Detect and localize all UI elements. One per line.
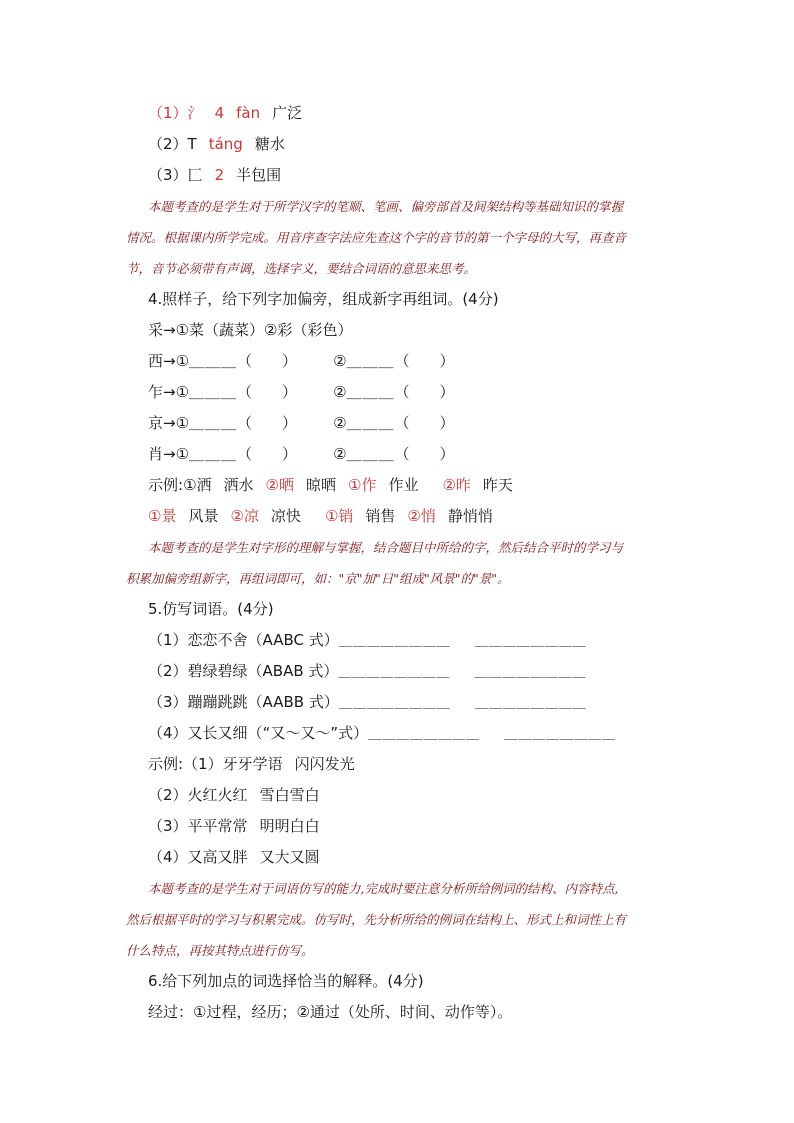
answer-word: 明明白白 — [259, 817, 320, 835]
answer-word: 晾晒 — [305, 476, 336, 494]
analysis-note-5-line-1: 本题考查的是学生对于词语仿写的能力,完成时要注意分析所给例词的结构、内容特点, — [148, 881, 619, 896]
word-paren[interactable]: （ ） — [394, 383, 455, 401]
word-paren[interactable]: （ ） — [394, 352, 455, 370]
question-5-answer-4 — [148, 842, 688, 873]
answer-word: 牙牙学语 — [222, 755, 283, 773]
answer-word: 平平常常 — [187, 817, 248, 835]
answer-word: 凉快 — [270, 507, 301, 525]
word-paren[interactable]: （ ） — [237, 383, 298, 401]
word-paren[interactable]: （ ） — [237, 352, 298, 370]
item-number: ② — [333, 445, 347, 463]
item-number: （2） — [148, 135, 188, 153]
base-char: 京→① — [148, 414, 190, 432]
question-4-row-2 — [148, 377, 688, 408]
analysis-note-5-line-3: 什么特点，再按其特点进行仿写。 — [126, 943, 314, 958]
word-paren[interactable]: （ ） — [394, 445, 455, 463]
question-6-definition: 经过：①过程，经历；②通过（处所、时间、动作等）。 — [148, 1003, 513, 1021]
answer-char: ②凉 — [230, 507, 259, 525]
question-5-row-4 — [148, 718, 688, 749]
answer-blank[interactable]: ＿＿＿ — [189, 352, 238, 370]
answer-3-1 — [148, 98, 688, 129]
prompt-label: （2）碧绿碧绿（ABAB 式） — [148, 662, 339, 680]
question-4-answer-1 — [148, 470, 688, 501]
question-4-row-4 — [148, 439, 688, 470]
question-4-row-3 — [148, 408, 688, 439]
item-number: （4） — [148, 848, 188, 866]
answer-word: 火红火红 — [187, 786, 248, 804]
answer-char: ②昨 — [442, 476, 471, 494]
analysis-note-4-line-2: 积累加偏旁组新字，再组词即可，如："京"加"日"组成"风景"的"景"。 — [126, 571, 510, 586]
question-5-answer-1 — [148, 749, 688, 780]
item-number: （3） — [148, 817, 188, 835]
prompt-label: （3）蹦蹦跳跳（AABB 式） — [148, 693, 339, 711]
answer-3-3 — [148, 160, 688, 191]
word-paren[interactable]: （ ） — [237, 445, 298, 463]
answer-blank[interactable]: ＿＿＿＿＿＿＿＿ — [338, 696, 451, 711]
answer-blank[interactable]: ＿＿＿＿＿＿＿＿ — [368, 727, 481, 742]
answer-word: 又高又胖 — [187, 848, 248, 866]
base-char: 肖→① — [148, 445, 190, 463]
item-number: （1） — [148, 104, 188, 122]
answer-blank[interactable]: ＿＿＿＿＿＿＿＿ — [504, 727, 617, 742]
answer-word: 闪闪发光 — [294, 755, 355, 773]
answer-word: 作业 — [388, 476, 419, 494]
item-number: ② — [333, 414, 347, 432]
question-4-title: 4.照样子，给下列字加偏旁，组成新字再组词。(4分) — [148, 290, 499, 308]
answer-word: 销售 — [365, 507, 396, 525]
question-5-answer-3 — [148, 811, 688, 842]
word-paren[interactable]: （ ） — [237, 414, 298, 432]
prompt-label: （1）恋恋不舍（AABC 式） — [148, 631, 339, 649]
answer-blank[interactable]: ＿＿＿ — [346, 383, 395, 401]
item-number: （3） — [148, 166, 188, 184]
question-4-answer-2 — [148, 501, 688, 532]
item-number: ② — [333, 383, 347, 401]
item-number: ② — [333, 352, 347, 370]
answer-word: 风景 — [188, 507, 219, 525]
answer-char: ①作 — [348, 476, 377, 494]
question-6-title: 6.给下列加点的词选择恰当的解释。(4分) — [148, 972, 424, 990]
analysis-note-5-line-2: 然后根据平时的学习与积累完成。仿写时，先分析所给的例词在结构上、形式上和词性上有 — [126, 912, 627, 927]
answer-blank[interactable]: ＿＿＿＿＿＿＿＿ — [474, 696, 587, 711]
word: 糖水 — [254, 135, 285, 153]
answer-blank[interactable]: ＿＿＿＿＿＿＿＿ — [338, 634, 451, 649]
answer-blank[interactable]: ＿＿＿ — [346, 445, 395, 463]
answer-blank[interactable]: ＿＿＿＿＿＿＿＿ — [474, 634, 587, 649]
answer-blank[interactable]: ＿＿＿＿＿＿＿＿ — [474, 665, 587, 680]
answer-word: 雪白雪白 — [259, 786, 320, 804]
item-number: （2） — [148, 786, 188, 804]
word: 广泛 — [272, 104, 303, 122]
answer-char: ①销 — [324, 507, 354, 525]
analysis-note-4-line-1: 本题考查的是学生对字形的理解与掌握，结合题目中所给的字，然后结合平时的学习与 — [148, 540, 624, 555]
answer-char: ②晒 — [265, 476, 294, 494]
answer-blank[interactable]: ＿＿＿ — [189, 383, 238, 401]
prompt-label: （4）又长又细（“又～又～”式） — [148, 724, 369, 742]
question-5-row-3 — [148, 687, 688, 718]
stroke-count: 4 — [214, 104, 225, 122]
radical: 氵 — [187, 104, 203, 122]
analysis-note-3-line-2: 情况。根据课内所学完成。用音序查字法应先查这个字的音节的第一个字母的大写，再查音 — [126, 230, 627, 245]
answer-word: 静悄悄 — [447, 507, 493, 525]
question-4-example: 采→①菜（蔬菜）②彩（彩色） — [148, 321, 353, 339]
base-char: 乍→① — [148, 383, 190, 401]
question-5-row-1 — [148, 625, 688, 656]
answer-word: 洒水 — [223, 476, 254, 494]
stroke-count: 2 — [214, 166, 225, 184]
answer-word: 昨天 — [482, 476, 513, 494]
question-4-row-1 — [148, 346, 688, 377]
pinyin: táng — [208, 135, 243, 153]
answer-char: ②悄 — [407, 507, 436, 525]
answer-3-2 — [148, 129, 688, 160]
example-label: 示例: — [148, 476, 184, 494]
answer-char: ①洒 — [183, 476, 212, 494]
document-content — [126, 98, 688, 1028]
word-paren[interactable]: （ ） — [394, 414, 455, 432]
question-5-answer-2 — [148, 780, 688, 811]
answer-blank[interactable]: ＿＿＿ — [346, 414, 395, 432]
example-label: 示例:（1） — [148, 755, 223, 773]
answer-char: ①景 — [148, 507, 177, 525]
word: 半包围 — [236, 166, 282, 184]
answer-blank[interactable]: ＿＿＿ — [189, 414, 238, 432]
analysis-note-3-line-1: 本题考查的是学生对于所学汉字的笔顺、笔画、偏旁部首及间架结构等基础知识的掌握 — [148, 199, 624, 214]
radical: T — [187, 135, 197, 153]
analysis-note-3-line-3: 节，音节必须带有声调，选择字义，要结合词语的意思来思考。 — [126, 261, 477, 276]
question-5-title: 5.仿写词语。(4分) — [148, 600, 274, 618]
question-5-row-2 — [148, 656, 688, 687]
answer-blank[interactable]: ＿＿＿＿＿＿＿＿ — [338, 665, 451, 680]
answer-blank[interactable]: ＿＿＿ — [346, 352, 395, 370]
radical: 匚 — [187, 166, 203, 184]
pinyin: fàn — [236, 104, 261, 122]
answer-blank[interactable]: ＿＿＿ — [189, 445, 238, 463]
answer-word: 又大又圆 — [259, 848, 320, 866]
base-char: 西→① — [148, 352, 190, 370]
